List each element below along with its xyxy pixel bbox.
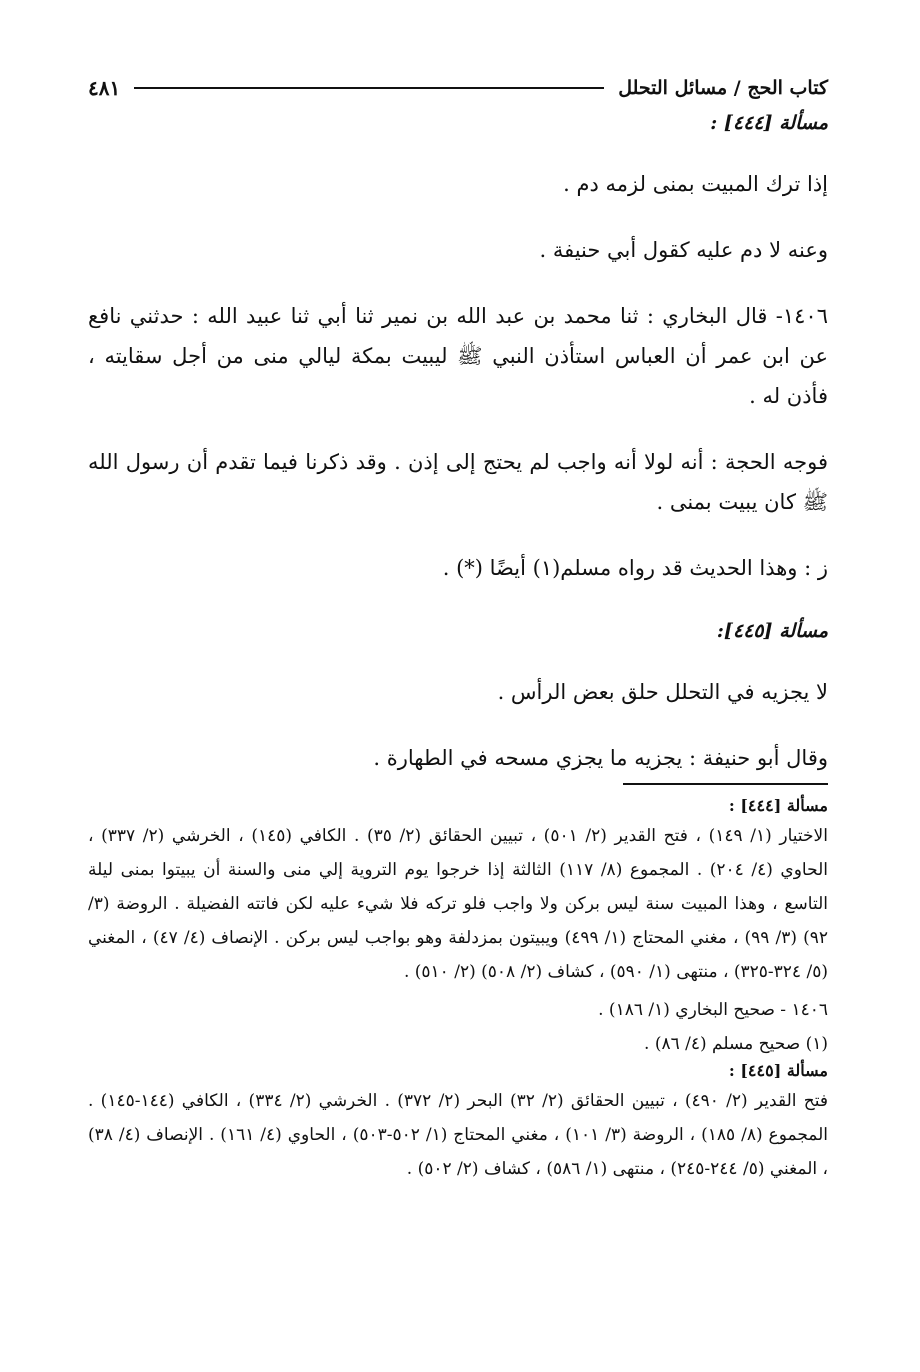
issue-445-hanafi-opinion: وقال أبو حنيفة : يجزيه ما يجزي مسحه في الطهارة . xyxy=(373,746,828,770)
footnotes xyxy=(88,796,828,1186)
running-header xyxy=(88,72,828,104)
footnote-note-1: (١) صحيح مسلم (٤/ ٨٦) . xyxy=(644,1034,828,1054)
footnote-hadith-1406: ١٤٠٦ - صحيح البخاري (١/ ١٨٦) . xyxy=(598,1000,828,1020)
argument-paragraph: فوجه الحجة : أنه لولا أنه واجب لم يحتج إلى إذن . وقد ذكرنا فيما تقدم أن رسول الله ﷺ كان يبيت بمنى . xyxy=(88,450,828,514)
issue-444-heading: مسألة [٤٤٤] : xyxy=(710,112,828,134)
issue-445-heading: مسألة [٤٤٥]: xyxy=(716,620,828,642)
page-number: ٤٨١ xyxy=(88,76,121,100)
issue-444-ruling: إذا ترك المبيت بمنى لزمه دم . xyxy=(563,172,828,196)
footnote-separator xyxy=(623,783,828,785)
footnote-444-heading: مسألة [٤٤٤] : xyxy=(728,796,828,815)
running-title: كتاب الحج / مسائل التحلل xyxy=(618,77,828,99)
hadith-1406: ١٤٠٦- قال البخاري : ثنا محمد بن عبد الله بن نمير ثنا أبي ثنا عبيد الله : حدثني نافع عن ابن عمر أن العباس استأذن النبي ﷺ ليبيت بمكة ليالي منى من أجل سقايته ، فأذن له . xyxy=(88,304,828,408)
header-rule xyxy=(134,87,604,89)
addition-note: ز : وهذا الحديث قد رواه مسلم(١) أيضًا (*) . xyxy=(442,556,828,580)
main-text xyxy=(88,112,828,778)
footnote-445-refs: فتح القدير (٢/ ٤٩٠) ، تبيين الحقائق (٢/ ٣٢) البحر (٢/ ٣٧٢) . الخرشي (٢/ ٣٣٤) ، الكافي (١٤٤-١٤٥) . المجموع (٨/ ١٨٥) ، الروضة (٣/ ١٠١) ، مغني المحتاج (١/ ٥٠٢-٥٠٣) ، الحاوي (٤/ ١٦١) . الإنصاف (٤/ ٣٨) ، المغني (٥/ ٢٤٤-٢٤٥) ، منتهى (١/ ٥٨٦) ، كشاف (٢/ ٥٠٢) . xyxy=(88,1091,829,1179)
footnote-444-refs: الاختيار (١/ ١٤٩) ، فتح القدير (٢/ ٥٠١) ، تبيين الحقائق (٢/ ٣٥) . الكافي (١٤٥) ، الخرشي (٢/ ٣٣٧) ، الحاوي (٤/ ٢٠٤) . المجموع (٨/ ١١٧) الثالثة إذا خرجوا يوم التروية إلي منى والسنة أن يبيتوا بمنى ليلة التاسع ، وهذا المبيت سنة ليس بركن ولا واجب فلو تركه فلا شيء عليه لكن فاتته الفضيلة . الروضة (٣/ ٩٢) (٣/ ٩٩) ، مغني المحتاج (١/ ٤٩٩) ويبيتون بمزدلفة وهو بواجب ليس بركن . الإنصاف (٤/ ٤٧) ، المغني (٥/ ٣٢٤-٣٢٥) ، منتهى (١/ ٥٩٠) ، كشاف (٢/ ٥٠٨) (٢/ ٥١٠) . xyxy=(88,826,828,982)
issue-445-ruling: لا يجزيه في التحلل حلق بعض الرأس . xyxy=(497,680,828,704)
footnote-445-heading: مسألة [٤٤٥] : xyxy=(728,1061,828,1080)
issue-444-alt-opinion: وعنه لا دم عليه كقول أبي حنيفة . xyxy=(539,238,828,262)
